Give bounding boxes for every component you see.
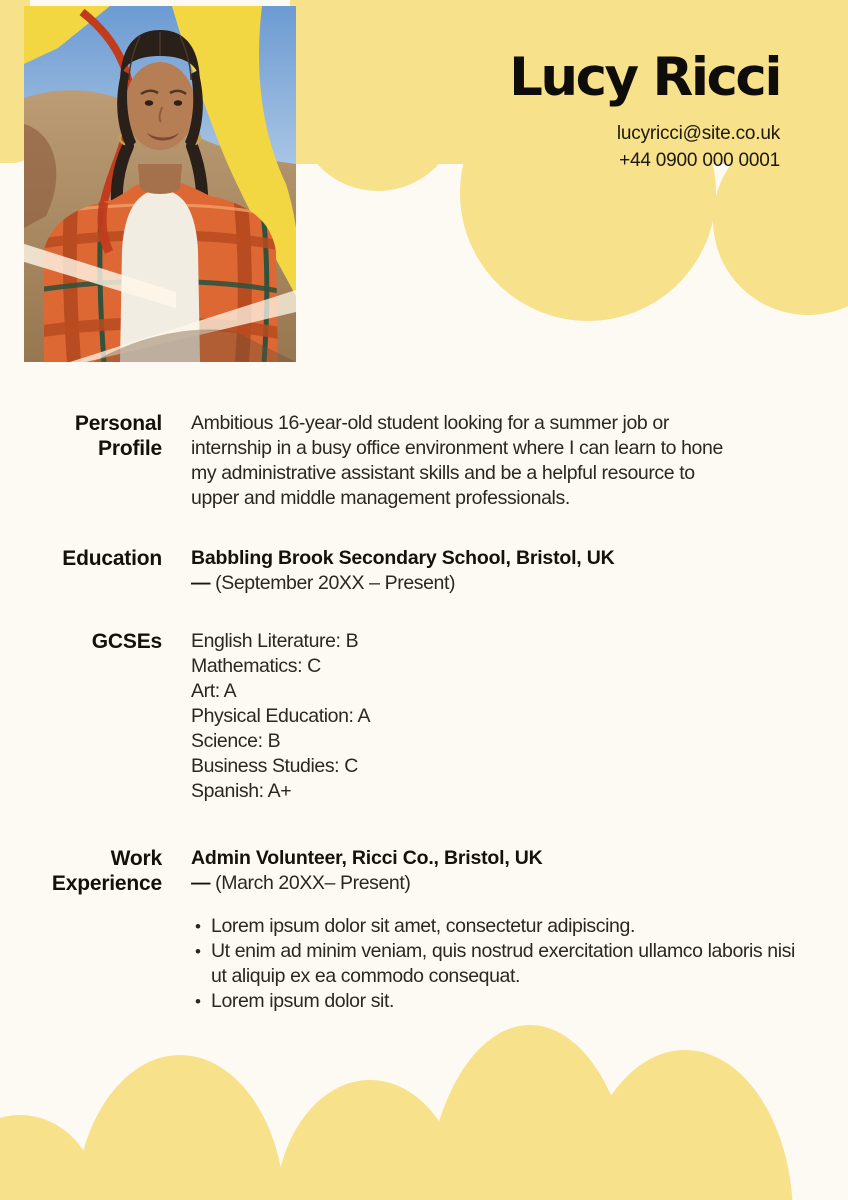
work-bullet-list: [191, 914, 803, 1014]
bullet-marker: •: [195, 992, 201, 1011]
gcse-item: Business Studies: C: [191, 755, 358, 777]
profile-text: Ambitious 16-year-old student looking for a summer job or internship in a busy office environment where I can learn to hone my administrative assistant skills and be a helpful resource to upper and middle management professionals.: [191, 412, 723, 509]
section-personal-profile: [0, 411, 848, 511]
personal-profile-label: Personal Profile: [74, 412, 162, 460]
work-role: Admin Volunteer, Ricci Co., Bristol, UK: [191, 847, 543, 869]
contact-header: [509, 47, 780, 174]
education-institution: Babbling Brook Secondary School, Bristol, UK: [191, 547, 615, 569]
bullet-item: • Ut enim ad minim veniam, quis nostrud exercitation ullamco laboris nisi ut aliquip ex ea commodo consequat.: [195, 940, 795, 987]
gcse-item: Mathematics: C: [191, 655, 321, 677]
footer-cloud-decoration: [0, 1000, 848, 1200]
portrait-photo: [24, 6, 296, 362]
work-experience-label: Work Experience: [51, 847, 162, 895]
phone-text: +44 0900 000 0001: [619, 150, 780, 171]
gcse-item: Science: B: [191, 730, 281, 752]
education-dates: — (September 20XX – Present): [191, 572, 456, 594]
name-heading: Lucy Ricci: [509, 47, 780, 108]
gcses-label: GCSEs: [91, 630, 162, 653]
bullet-marker: •: [195, 917, 201, 936]
section-gcses: [0, 629, 848, 804]
dash-glyph: —: [191, 572, 211, 594]
gcse-list: [191, 629, 803, 804]
education-label: Education: [62, 547, 162, 570]
work-dates: — (March 20XX– Present): [191, 872, 411, 894]
bullet-marker: •: [195, 942, 201, 961]
gcse-item: Physical Education: A: [191, 705, 371, 727]
bullet-item: • Lorem ipsum dolor sit amet, consectetur adipiscing.: [195, 915, 635, 937]
bullet-item: • Lorem ipsum dolor sit.: [195, 990, 395, 1012]
gcse-item: English Literature: B: [191, 630, 359, 652]
dash-glyph: —: [191, 872, 211, 894]
gcse-item: Spanish: A+: [191, 780, 292, 802]
section-work-experience: [0, 846, 848, 1014]
section-education: [0, 546, 848, 596]
email-text: lucyricci@site.co.uk: [616, 123, 780, 144]
gcse-item: Art: A: [191, 680, 237, 702]
